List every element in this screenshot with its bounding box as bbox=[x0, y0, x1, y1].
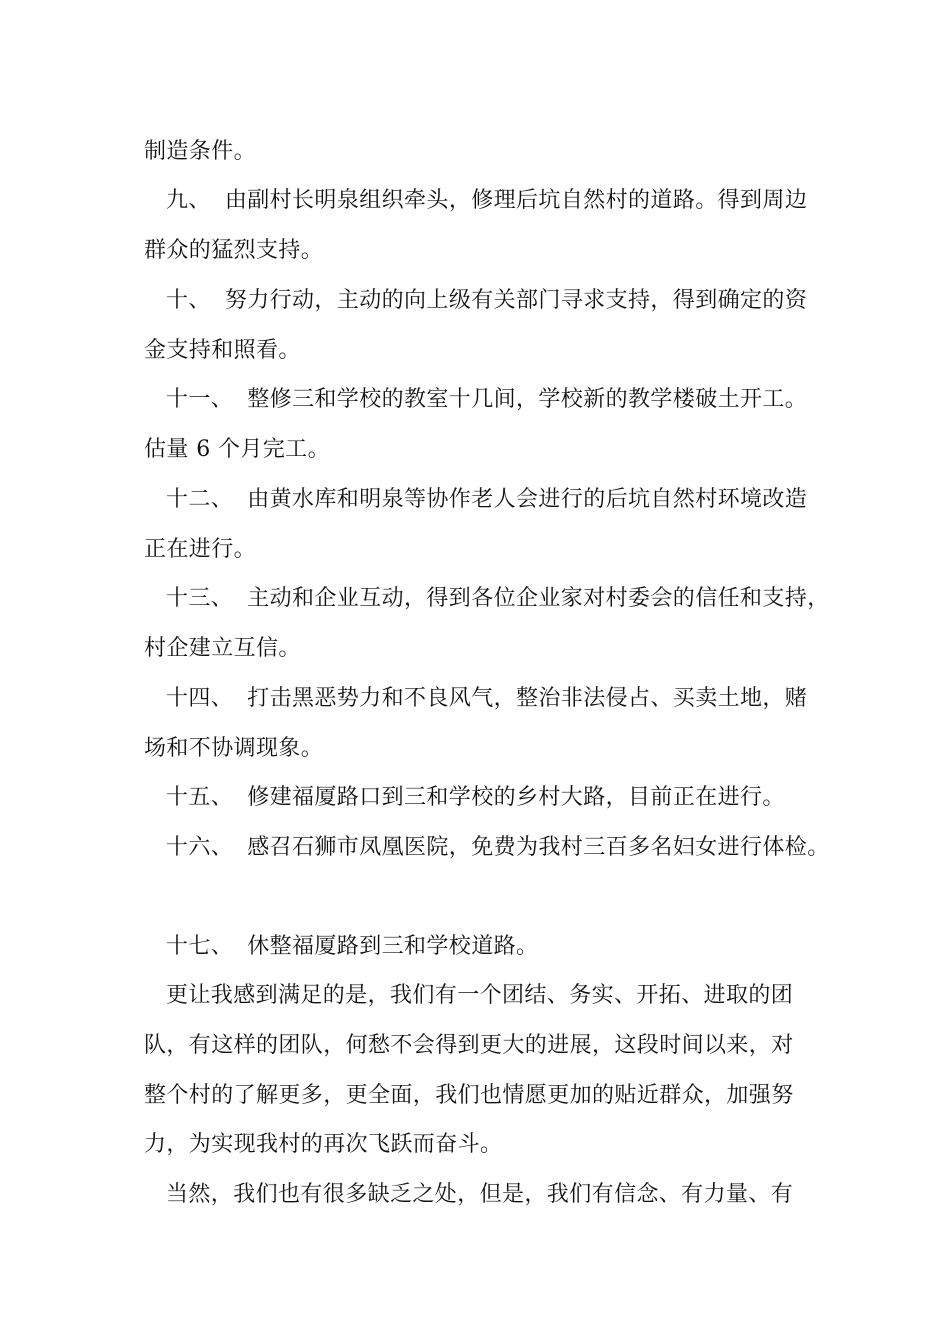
numbered-item-13-line-1 bbox=[166, 584, 830, 614]
paragraph-line: 制造条件。 bbox=[144, 139, 257, 164]
body-paragraph-line: 队，有这样的团队，何愁不会得到更大的进展，这段时间以来，对 bbox=[144, 1033, 794, 1058]
numbered-item-14-line-1 bbox=[166, 684, 807, 714]
item-number: 十、 bbox=[166, 288, 211, 313]
item-text: 感召石狮市凤凰医院，免费为我村三百多名妇女进行体检。 bbox=[247, 835, 830, 860]
numbered-item-17-line-1 bbox=[166, 932, 538, 962]
numbered-item-9-line-1 bbox=[166, 186, 807, 216]
body-paragraph-line: 整个村的了解更多，更全面，我们也情愿更加的贴近群众，加强努 bbox=[144, 1083, 794, 1108]
body-paragraph-line: 当然，我们也有很多缺乏之处，但是，我们有信念、有力量、有 bbox=[166, 1182, 794, 1207]
item-text: 整修三和学校的教室十几间，学校新的教学楼破土开工。 bbox=[247, 387, 808, 412]
item-text: 休整福厦路到三和学校道路。 bbox=[247, 934, 539, 959]
numbered-item-12-line-1 bbox=[166, 485, 807, 515]
numbered-item-15-line-1 bbox=[166, 783, 785, 813]
numbered-item-10-line-1 bbox=[166, 286, 807, 316]
numbered-item-16-line-1 bbox=[166, 833, 830, 863]
numbered-item-9-line-2: 群众的猛烈支持。 bbox=[144, 238, 324, 263]
item-number: 十三、 bbox=[166, 586, 234, 611]
item-number: 十二、 bbox=[166, 487, 234, 512]
item-text: 由副村长明泉组织牵头，修理后坑自然村的道路。得到周边 bbox=[224, 188, 808, 213]
item-number: 十一、 bbox=[166, 387, 234, 412]
body-paragraph-line: 更让我感到满足的是，我们有一个团结、务实、开拓、进取的团 bbox=[166, 983, 794, 1008]
item-text: 努力行动，主动的向上级有关部门寻求支持，得到确定的资 bbox=[224, 288, 808, 313]
item-number: 九、 bbox=[166, 188, 211, 213]
item-text: 由黄水库和明泉等协作老人会进行的后坑自然村环境改造 bbox=[247, 487, 808, 512]
numbered-item-12-line-2: 正在进行。 bbox=[144, 537, 257, 562]
numbered-item-10-line-2: 金支持和照看。 bbox=[144, 338, 301, 363]
numbered-item-11-line-2: 估量 6 个月完工。 bbox=[144, 437, 330, 462]
body-paragraph-line: 力，为实现我村的再次飞跃而奋斗。 bbox=[144, 1132, 503, 1157]
numbered-item-13-line-2: 村企建立互信。 bbox=[144, 636, 301, 661]
item-number: 十六、 bbox=[166, 835, 234, 860]
item-text: 主动和企业互动，得到各位企业家对村委会的信任和支持， bbox=[247, 586, 830, 611]
numbered-item-14-line-2: 场和不协调现象。 bbox=[144, 736, 324, 761]
numbered-item-11-line-1 bbox=[166, 385, 807, 415]
item-text: 修建福厦路口到三和学校的乡村大路，目前正在进行。 bbox=[247, 785, 785, 810]
item-number: 十四、 bbox=[166, 686, 234, 711]
item-text: 打击黑恶势力和不良风气，整治非法侵占、买卖土地，赌 bbox=[247, 686, 808, 711]
item-number: 十五、 bbox=[166, 785, 234, 810]
item-number: 十七、 bbox=[166, 934, 234, 959]
